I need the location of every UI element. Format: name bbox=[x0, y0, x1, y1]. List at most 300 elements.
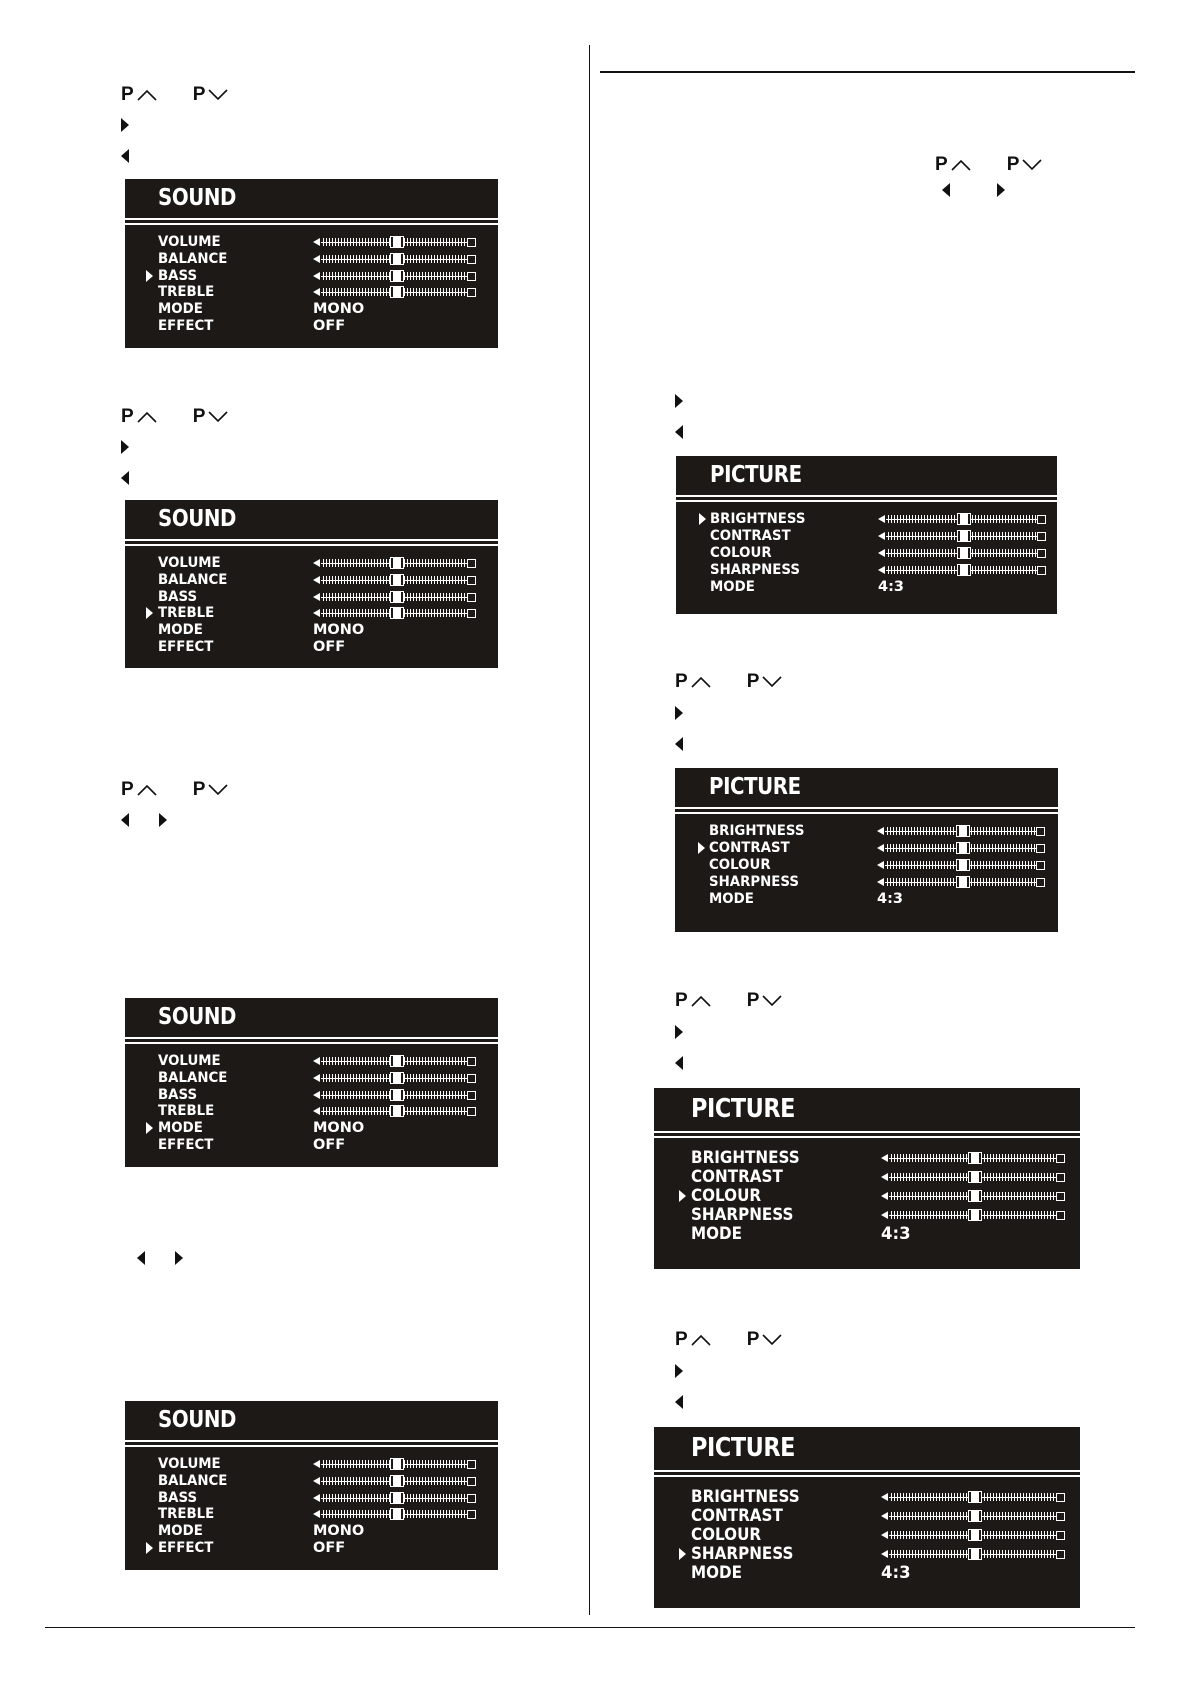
osd-item-label: CONTRAST bbox=[710, 527, 791, 544]
hint-p-keys bbox=[675, 989, 782, 1013]
osd-item-label: BRIGHTNESS bbox=[691, 1148, 800, 1168]
slider-knob[interactable] bbox=[969, 1172, 981, 1182]
osd-item-label: BRIGHTNESS bbox=[691, 1487, 800, 1507]
slider-left-arrow-icon bbox=[878, 549, 885, 557]
osd-item-label: SHARPNESS bbox=[691, 1544, 794, 1564]
osd-divider bbox=[125, 1037, 498, 1039]
osd-item-mode[interactable] bbox=[125, 622, 498, 639]
p-down-key: P bbox=[747, 990, 783, 1012]
hint-right-arrow bbox=[121, 113, 129, 137]
osd-item-label: BALANCE bbox=[158, 1473, 228, 1490]
osd-item-brightness[interactable] bbox=[654, 1148, 1080, 1167]
osd-item-contrast[interactable] bbox=[675, 839, 1058, 856]
osd-item-colour[interactable] bbox=[654, 1525, 1080, 1544]
slider-right-arrow-icon bbox=[467, 1477, 476, 1486]
osd-item-label: SHARPNESS bbox=[710, 562, 801, 579]
slider-knob[interactable] bbox=[958, 514, 970, 524]
slider-knob[interactable] bbox=[958, 548, 970, 558]
osd-slider[interactable] bbox=[881, 1148, 1065, 1167]
chevron-down-icon bbox=[205, 89, 228, 101]
slider-right-arrow-icon bbox=[1056, 1173, 1065, 1182]
slider-knob[interactable] bbox=[957, 877, 969, 887]
slider-left-arrow-icon bbox=[881, 1173, 888, 1181]
osd-slider[interactable] bbox=[313, 267, 476, 284]
osd-item-label: VOLUME bbox=[158, 1456, 221, 1473]
osd-item-value: MONO bbox=[313, 1523, 365, 1540]
osd-slider[interactable] bbox=[313, 1086, 476, 1103]
osd-slider[interactable] bbox=[313, 1506, 476, 1523]
osd-item-label: VOLUME bbox=[158, 1053, 221, 1070]
slider-right-arrow-icon bbox=[467, 1091, 476, 1100]
slider-left-arrow-icon bbox=[313, 1460, 320, 1468]
p-up-key: P bbox=[121, 406, 157, 428]
slider-right-arrow-icon bbox=[1056, 1192, 1065, 1201]
osd-slider[interactable] bbox=[313, 234, 476, 251]
slider-left-arrow-icon bbox=[313, 609, 320, 617]
slider-left-arrow-icon bbox=[313, 1091, 320, 1099]
chevron-up-icon bbox=[688, 1334, 711, 1346]
p-down-key: P bbox=[193, 84, 229, 106]
osd-item-label: BASS bbox=[158, 1489, 198, 1506]
slider-knob[interactable] bbox=[391, 1056, 403, 1066]
osd-item-sharpness[interactable] bbox=[675, 874, 1058, 891]
slider-right-arrow-icon bbox=[1056, 1154, 1065, 1163]
slider-left-arrow-icon bbox=[313, 238, 320, 246]
column-divider bbox=[589, 45, 590, 1615]
osd-title: SOUND bbox=[158, 506, 236, 532]
osd-item-treble[interactable] bbox=[125, 284, 498, 301]
osd-item-value: MONO bbox=[313, 301, 365, 318]
slider-left-arrow-icon bbox=[313, 255, 320, 263]
osd-item-balance[interactable] bbox=[125, 1473, 498, 1490]
picture-osd-3 bbox=[654, 1088, 1080, 1269]
slider-knob[interactable] bbox=[969, 1492, 981, 1502]
osd-item-bass[interactable] bbox=[125, 1489, 498, 1506]
slider-knob[interactable] bbox=[391, 1073, 403, 1083]
chevron-down-icon bbox=[759, 995, 782, 1007]
osd-item-colour[interactable] bbox=[654, 1186, 1080, 1205]
slider-knob[interactable] bbox=[969, 1210, 981, 1220]
slider-right-arrow-icon bbox=[467, 593, 476, 602]
osd-divider bbox=[125, 544, 498, 546]
osd-item-bass[interactable] bbox=[125, 1086, 498, 1103]
chevron-down-icon bbox=[759, 1334, 782, 1346]
osd-slider[interactable] bbox=[877, 874, 1045, 891]
slider-left-arrow-icon bbox=[881, 1211, 888, 1219]
osd-item-brightness[interactable] bbox=[675, 822, 1058, 839]
osd-slider[interactable] bbox=[313, 1489, 476, 1506]
slider-right-arrow-icon bbox=[1056, 1550, 1065, 1559]
right-arrow-icon bbox=[175, 1251, 183, 1265]
osd-item-label: EFFECT bbox=[158, 638, 214, 655]
osd-item-contrast[interactable] bbox=[654, 1506, 1080, 1525]
selection-pointer-icon bbox=[699, 513, 706, 525]
osd-item-mode[interactable] bbox=[125, 301, 498, 318]
slider-knob[interactable] bbox=[969, 1511, 981, 1521]
hint-p-keys bbox=[121, 405, 228, 429]
slider-right-arrow-icon bbox=[467, 288, 476, 297]
osd-item-colour[interactable] bbox=[675, 856, 1058, 873]
sound-osd-3 bbox=[125, 998, 498, 1167]
slider-knob[interactable] bbox=[957, 826, 969, 836]
left-arrow-icon bbox=[675, 425, 683, 439]
osd-item-label: VOLUME bbox=[158, 555, 221, 572]
osd-item-value: 4:3 bbox=[878, 579, 904, 596]
osd-item-effect[interactable] bbox=[125, 1539, 498, 1556]
osd-item-volume[interactable] bbox=[125, 1456, 498, 1473]
chevron-up-icon bbox=[948, 159, 971, 171]
slider-right-arrow-icon bbox=[1036, 861, 1045, 870]
osd-item-mode[interactable] bbox=[125, 1523, 498, 1540]
right-arrow-icon bbox=[675, 1364, 683, 1378]
slider-left-arrow-icon bbox=[881, 1531, 888, 1539]
osd-slider[interactable] bbox=[878, 562, 1046, 579]
selection-pointer-icon bbox=[698, 842, 705, 854]
osd-slider[interactable] bbox=[313, 555, 476, 572]
osd-slider[interactable] bbox=[881, 1525, 1065, 1544]
slider-right-arrow-icon bbox=[1056, 1512, 1065, 1521]
slider-right-arrow-icon bbox=[467, 559, 476, 568]
slider-right-arrow-icon bbox=[1037, 515, 1046, 524]
osd-item-label: BALANCE bbox=[158, 1070, 228, 1087]
p-down-key: P bbox=[747, 1329, 783, 1351]
osd-item-label: BASS bbox=[158, 588, 198, 605]
chevron-down-icon bbox=[1019, 159, 1042, 171]
slider-left-arrow-icon bbox=[881, 1493, 888, 1501]
left-arrow-icon bbox=[121, 149, 129, 163]
osd-slider[interactable] bbox=[881, 1544, 1065, 1563]
hint-left-right-arrows bbox=[121, 808, 167, 832]
slider-right-arrow-icon bbox=[1037, 532, 1046, 541]
slider-left-arrow-icon bbox=[878, 532, 885, 540]
chevron-up-icon bbox=[134, 411, 157, 423]
slider-knob[interactable] bbox=[391, 287, 403, 297]
osd-item-label: MODE bbox=[710, 579, 755, 596]
slider-knob[interactable] bbox=[391, 575, 403, 585]
osd-item-label: MODE bbox=[691, 1563, 742, 1583]
osd-item-value: OFF bbox=[313, 317, 346, 334]
selection-pointer-icon bbox=[146, 270, 153, 282]
osd-item-brightness[interactable] bbox=[676, 510, 1057, 527]
slider-right-arrow-icon bbox=[1036, 878, 1045, 887]
hint-p-keys bbox=[121, 83, 228, 107]
osd-item-label: MODE bbox=[158, 1523, 203, 1540]
osd-slider[interactable] bbox=[313, 1053, 476, 1070]
osd-item-contrast[interactable] bbox=[654, 1167, 1080, 1186]
slider-knob[interactable] bbox=[391, 1509, 403, 1519]
sound-osd-2 bbox=[125, 500, 498, 668]
osd-item-label: COLOUR bbox=[710, 544, 772, 561]
osd-item-mode[interactable] bbox=[654, 1224, 1080, 1243]
osd-item-label: SHARPNESS bbox=[691, 1205, 794, 1225]
slider-knob[interactable] bbox=[969, 1153, 981, 1163]
picture-osd-2 bbox=[675, 768, 1058, 932]
osd-item-treble[interactable] bbox=[125, 1506, 498, 1523]
osd-slider[interactable] bbox=[313, 284, 476, 301]
selection-pointer-icon bbox=[146, 1542, 153, 1554]
osd-title: PICTURE bbox=[709, 774, 801, 800]
p-down-key: P bbox=[1007, 154, 1043, 176]
osd-item-treble[interactable] bbox=[125, 605, 498, 622]
right-arrow-icon bbox=[121, 440, 129, 454]
right-arrow-icon bbox=[675, 1025, 683, 1039]
osd-slider[interactable] bbox=[313, 1103, 476, 1120]
slider-knob[interactable] bbox=[391, 237, 403, 247]
osd-slider[interactable] bbox=[313, 1473, 476, 1490]
slider-right-arrow-icon bbox=[467, 1460, 476, 1469]
slider-right-arrow-icon bbox=[467, 1510, 476, 1519]
osd-item-effect[interactable] bbox=[125, 1136, 498, 1153]
p-down-key: P bbox=[747, 671, 783, 693]
slider-right-arrow-icon bbox=[1036, 844, 1045, 853]
osd-divider bbox=[675, 807, 1058, 809]
osd-divider bbox=[654, 1136, 1080, 1138]
p-up-key: P bbox=[675, 990, 711, 1012]
hint-left-arrow bbox=[675, 420, 683, 444]
osd-divider bbox=[125, 1042, 498, 1044]
osd-divider bbox=[676, 500, 1057, 502]
osd-item-value: OFF bbox=[313, 1136, 346, 1153]
slider-knob[interactable] bbox=[958, 531, 970, 541]
chevron-up-icon bbox=[134, 784, 157, 796]
osd-item-label: EFFECT bbox=[158, 1539, 214, 1556]
slider-right-arrow-icon bbox=[467, 255, 476, 264]
osd-item-label: MODE bbox=[158, 301, 203, 318]
slider-knob[interactable] bbox=[391, 1090, 403, 1100]
osd-title: SOUND bbox=[158, 1407, 236, 1433]
osd-slider[interactable] bbox=[877, 822, 1045, 839]
left-arrow-icon bbox=[675, 737, 683, 751]
osd-item-sharpness[interactable] bbox=[654, 1205, 1080, 1224]
slider-left-arrow-icon bbox=[877, 861, 884, 869]
chevron-down-icon bbox=[759, 676, 782, 688]
slider-right-arrow-icon bbox=[467, 238, 476, 247]
osd-item-bass[interactable] bbox=[125, 588, 498, 605]
hint-left-right-arrows bbox=[942, 178, 1005, 202]
hint-p-keys bbox=[935, 153, 1042, 177]
osd-slider[interactable] bbox=[313, 572, 476, 589]
slider-right-arrow-icon bbox=[467, 576, 476, 585]
osd-slider[interactable] bbox=[313, 1456, 476, 1473]
slider-left-arrow-icon bbox=[878, 566, 885, 574]
slider-knob[interactable] bbox=[391, 608, 403, 618]
osd-item-bass[interactable] bbox=[125, 267, 498, 284]
osd-title: PICTURE bbox=[691, 1433, 796, 1463]
osd-slider[interactable] bbox=[313, 251, 476, 268]
slider-left-arrow-icon bbox=[313, 1510, 320, 1518]
osd-item-label: CONTRAST bbox=[691, 1506, 783, 1526]
slider-left-arrow-icon bbox=[877, 827, 884, 835]
right-arrow-icon bbox=[997, 183, 1005, 197]
slider-left-arrow-icon bbox=[313, 559, 320, 567]
osd-item-sharpness[interactable] bbox=[654, 1544, 1080, 1563]
slider-knob[interactable] bbox=[391, 1476, 403, 1486]
footer-rule bbox=[45, 1627, 1135, 1628]
osd-divider bbox=[125, 223, 498, 225]
osd-slider[interactable] bbox=[877, 856, 1045, 873]
slider-knob[interactable] bbox=[391, 254, 403, 264]
osd-title: SOUND bbox=[158, 185, 236, 211]
slider-left-arrow-icon bbox=[313, 1107, 320, 1115]
osd-slider[interactable] bbox=[881, 1506, 1065, 1525]
slider-left-arrow-icon bbox=[313, 1494, 320, 1502]
osd-item-label: BASS bbox=[158, 267, 198, 284]
sound-osd-4 bbox=[125, 1401, 498, 1570]
osd-item-brightness[interactable] bbox=[654, 1487, 1080, 1506]
osd-divider bbox=[125, 218, 498, 220]
left-arrow-icon bbox=[675, 1056, 683, 1070]
osd-item-label: TREBLE bbox=[158, 1103, 215, 1120]
osd-item-label: MODE bbox=[691, 1224, 742, 1244]
slider-knob[interactable] bbox=[957, 860, 969, 870]
p-up-key: P bbox=[935, 154, 971, 176]
osd-divider bbox=[676, 495, 1057, 497]
slider-left-arrow-icon bbox=[313, 576, 320, 584]
osd-slider[interactable] bbox=[881, 1167, 1065, 1186]
slider-right-arrow-icon bbox=[1056, 1493, 1065, 1502]
slider-left-arrow-icon bbox=[313, 272, 320, 280]
p-up-key: P bbox=[121, 779, 157, 801]
slider-left-arrow-icon bbox=[877, 878, 884, 886]
osd-slider[interactable] bbox=[877, 839, 1045, 856]
osd-item-label: SHARPNESS bbox=[709, 874, 800, 891]
osd-item-label: MODE bbox=[709, 891, 754, 908]
hint-left-arrow bbox=[675, 732, 683, 756]
hint-left-arrow bbox=[121, 144, 129, 168]
slider-knob[interactable] bbox=[391, 271, 403, 281]
osd-item-mode[interactable] bbox=[125, 1120, 498, 1137]
slider-right-arrow-icon bbox=[467, 1494, 476, 1503]
osd-item-value: MONO bbox=[313, 1120, 365, 1137]
osd-item-label: BRIGHTNESS bbox=[710, 510, 806, 527]
slider-right-arrow-icon bbox=[1036, 827, 1045, 836]
osd-item-balance[interactable] bbox=[125, 572, 498, 589]
osd-item-label: TREBLE bbox=[158, 1506, 215, 1523]
p-down-key: P bbox=[193, 406, 229, 428]
osd-item-volume[interactable] bbox=[125, 1053, 498, 1070]
slider-knob[interactable] bbox=[391, 558, 403, 568]
slider-right-arrow-icon bbox=[1056, 1211, 1065, 1220]
sound-osd-1 bbox=[125, 179, 498, 348]
p-up-key: P bbox=[675, 1329, 711, 1351]
osd-item-mode[interactable] bbox=[676, 579, 1057, 596]
osd-item-label: BRIGHTNESS bbox=[709, 822, 805, 839]
slider-left-arrow-icon bbox=[881, 1550, 888, 1558]
osd-slider[interactable] bbox=[878, 544, 1046, 561]
osd-divider bbox=[654, 1470, 1080, 1472]
osd-item-label: CONTRAST bbox=[709, 839, 790, 856]
osd-item-contrast[interactable] bbox=[676, 527, 1057, 544]
osd-item-label: BALANCE bbox=[158, 251, 228, 268]
right-column-top-rule bbox=[600, 71, 1135, 73]
hint-right-arrow bbox=[675, 1359, 683, 1383]
osd-item-balance[interactable] bbox=[125, 251, 498, 268]
osd-item-value: OFF bbox=[313, 638, 346, 655]
osd-item-sharpness[interactable] bbox=[676, 562, 1057, 579]
osd-item-value: 4:3 bbox=[877, 891, 903, 908]
osd-item-volume[interactable] bbox=[125, 234, 498, 251]
slider-knob[interactable] bbox=[391, 1493, 403, 1503]
slider-left-arrow-icon bbox=[313, 593, 320, 601]
slider-right-arrow-icon bbox=[467, 609, 476, 618]
chevron-up-icon bbox=[688, 676, 711, 688]
osd-slider[interactable] bbox=[881, 1487, 1065, 1506]
slider-knob[interactable] bbox=[969, 1191, 981, 1201]
hint-right-arrow bbox=[121, 435, 129, 459]
slider-right-arrow-icon bbox=[467, 272, 476, 281]
osd-item-label: COLOUR bbox=[709, 856, 771, 873]
slider-knob[interactable] bbox=[391, 592, 403, 602]
p-up-key: P bbox=[675, 671, 711, 693]
osd-title: SOUND bbox=[158, 1004, 236, 1030]
osd-slider[interactable] bbox=[881, 1205, 1065, 1224]
selection-pointer-icon bbox=[146, 1122, 153, 1134]
osd-divider bbox=[125, 1445, 498, 1447]
slider-knob[interactable] bbox=[391, 1106, 403, 1116]
hint-left-arrow bbox=[675, 1051, 683, 1075]
osd-item-label: BASS bbox=[158, 1086, 198, 1103]
slider-right-arrow-icon bbox=[1056, 1531, 1065, 1540]
slider-left-arrow-icon bbox=[878, 515, 885, 523]
osd-item-colour[interactable] bbox=[676, 544, 1057, 561]
right-arrow-icon bbox=[675, 706, 683, 720]
osd-item-label: VOLUME bbox=[158, 234, 221, 251]
osd-slider[interactable] bbox=[878, 527, 1046, 544]
slider-knob[interactable] bbox=[958, 565, 970, 575]
slider-knob[interactable] bbox=[391, 1459, 403, 1469]
osd-title: PICTURE bbox=[691, 1094, 796, 1124]
osd-item-effect[interactable] bbox=[125, 317, 498, 334]
osd-slider[interactable] bbox=[878, 510, 1046, 527]
slider-left-arrow-icon bbox=[881, 1512, 888, 1520]
osd-slider[interactable] bbox=[313, 588, 476, 605]
osd-slider[interactable] bbox=[313, 605, 476, 622]
osd-slider[interactable] bbox=[881, 1186, 1065, 1205]
left-arrow-icon bbox=[121, 813, 129, 827]
chevron-up-icon bbox=[688, 995, 711, 1007]
osd-item-balance[interactable] bbox=[125, 1070, 498, 1087]
slider-knob[interactable] bbox=[969, 1530, 981, 1540]
osd-item-treble[interactable] bbox=[125, 1103, 498, 1120]
slider-knob[interactable] bbox=[957, 843, 969, 853]
osd-divider bbox=[125, 1440, 498, 1442]
right-arrow-icon bbox=[159, 813, 167, 827]
slider-left-arrow-icon bbox=[313, 1074, 320, 1082]
slider-knob[interactable] bbox=[969, 1549, 981, 1559]
left-arrow-icon bbox=[675, 1395, 683, 1409]
slider-right-arrow-icon bbox=[467, 1074, 476, 1083]
osd-item-label: TREBLE bbox=[158, 605, 215, 622]
slider-left-arrow-icon bbox=[313, 1477, 320, 1485]
osd-item-label: CONTRAST bbox=[691, 1167, 783, 1187]
osd-item-volume[interactable] bbox=[125, 555, 498, 572]
right-arrow-icon bbox=[675, 394, 683, 408]
hint-p-keys bbox=[121, 778, 228, 802]
osd-slider[interactable] bbox=[313, 1070, 476, 1087]
osd-item-mode[interactable] bbox=[675, 891, 1058, 908]
slider-right-arrow-icon bbox=[467, 1057, 476, 1066]
slider-right-arrow-icon bbox=[1037, 549, 1046, 558]
left-arrow-icon bbox=[137, 1251, 145, 1265]
osd-item-value: 4:3 bbox=[881, 1224, 911, 1244]
osd-item-label: COLOUR bbox=[691, 1525, 762, 1545]
osd-item-effect[interactable] bbox=[125, 638, 498, 655]
slider-left-arrow-icon bbox=[881, 1192, 888, 1200]
hint-p-keys bbox=[675, 670, 782, 694]
osd-item-value: 4:3 bbox=[881, 1563, 911, 1583]
osd-item-mode[interactable] bbox=[654, 1563, 1080, 1582]
osd-item-label: EFFECT bbox=[158, 1136, 214, 1153]
